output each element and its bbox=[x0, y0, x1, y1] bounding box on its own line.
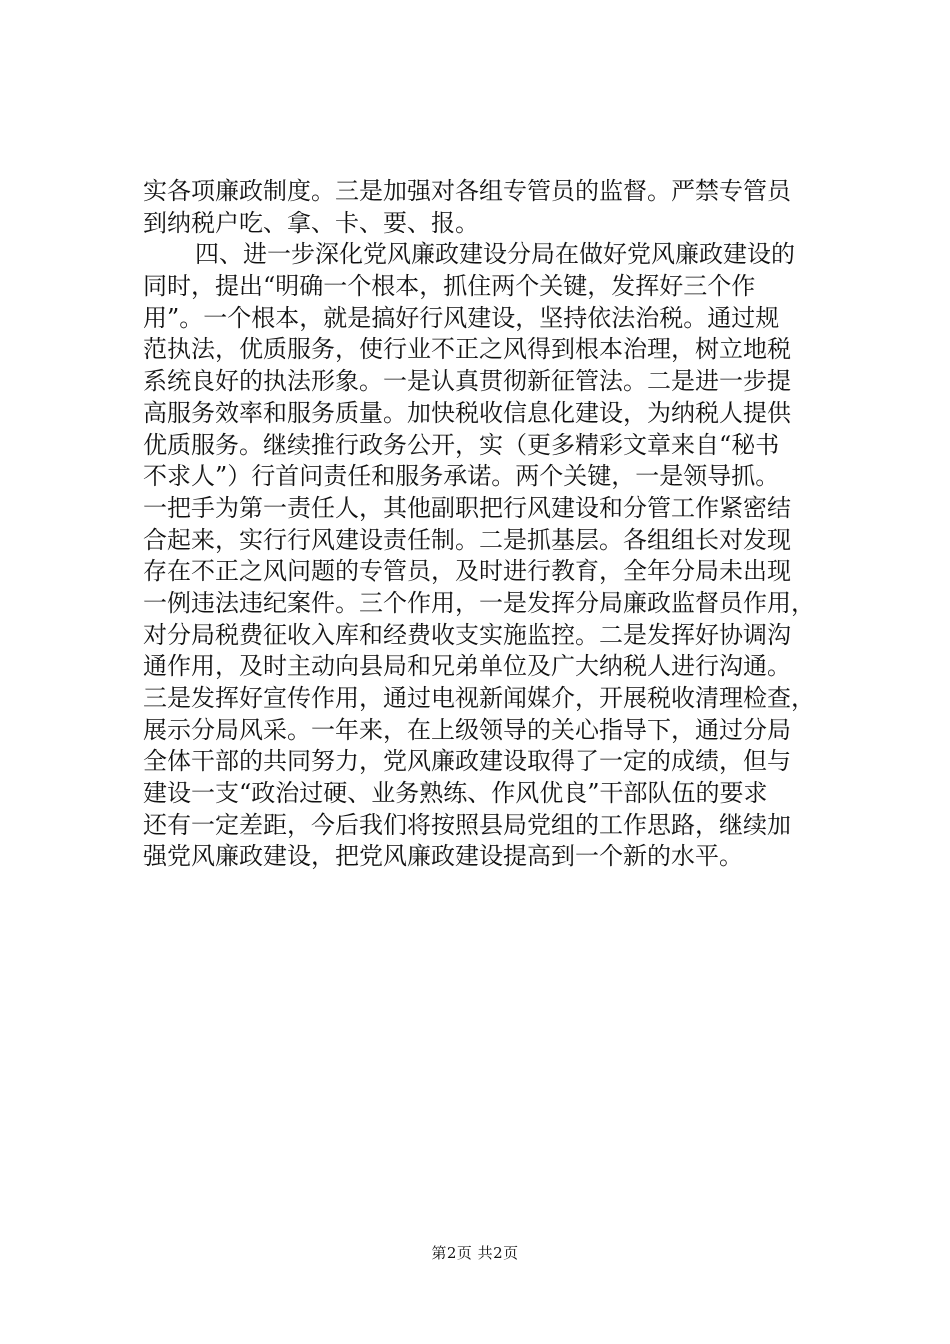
text-line: 四、进一步深化党风廉政建设分局在做好党风廉政建设的 bbox=[195, 240, 795, 269]
text-line: 一例违法违纪案件。三个作用，一是发挥分局廉政监督员作用， bbox=[143, 588, 815, 617]
text-line: 不求人”）行首问责任和服务承诺。两个关键，一是领导抓。 bbox=[143, 462, 780, 491]
text-line: 同时，提出“明确一个根本，抓住两个关键，发挥好三个作 bbox=[143, 272, 756, 301]
text-line: 全体干部的共同努力，党风廉政建设取得了一定的成绩，但与 bbox=[143, 747, 791, 776]
text-line: 合起来，实行行风建设责任制。二是抓基层。各组组长对发现 bbox=[143, 525, 791, 554]
text-line: 范执法，优质服务，使行业不正之风得到根本治理，树立地税 bbox=[143, 335, 791, 364]
text-line: 强党风廉政建设，把党风廉政建设提高到一个新的水平。 bbox=[143, 842, 743, 871]
text-line: 用”。一个根本，就是搞好行风建设，坚持依法治税。通过规 bbox=[143, 303, 780, 332]
text-line: 对分局税费征收入库和经费收支实施监控。二是发挥好协调沟 bbox=[143, 620, 791, 649]
text-line: 一把手为第一责任人，其他副职把行风建设和分管工作紧密结 bbox=[143, 493, 791, 522]
body-text bbox=[143, 176, 823, 873]
text-line: 展示分局风采。一年来，在上级领导的关心指导下，通过分局 bbox=[143, 715, 791, 744]
page-footer: 第2页 共2页 bbox=[431, 1244, 519, 1262]
text-line: 存在不正之风问题的专管员，及时进行教育，全年分局未出现 bbox=[143, 557, 791, 586]
text-line: 三是发挥好宣传作用，通过电视新闻媒介，开展税收清理检查， bbox=[143, 684, 815, 712]
text-line: 还有一定差距，今后我们将按照县局党组的工作思路，继续加 bbox=[143, 810, 791, 839]
text-line: 高服务效率和服务质量。加快税收信息化建设，为纳税人提供 bbox=[143, 398, 791, 427]
text-line: 系统良好的执法形象。一是认真贯彻新征管法。二是进一步提 bbox=[143, 367, 791, 396]
text-line: 优质服务。继续推行政务公开，实（更多精彩文章来自“秘书 bbox=[143, 430, 780, 459]
text-line: 通作用，及时主动向县局和兄弟单位及广大纳税人进行沟通。 bbox=[143, 652, 791, 681]
text-line: 实各项廉政制度。三是加强对各组专管员的监督。严禁专管员 bbox=[143, 177, 791, 205]
text-line: 建设一支“政治过硬、业务熟练、作风优良”干部队伍的要求 bbox=[143, 779, 768, 808]
text-line: 到纳税户吃、拿、卡、要、报。 bbox=[143, 208, 479, 237]
